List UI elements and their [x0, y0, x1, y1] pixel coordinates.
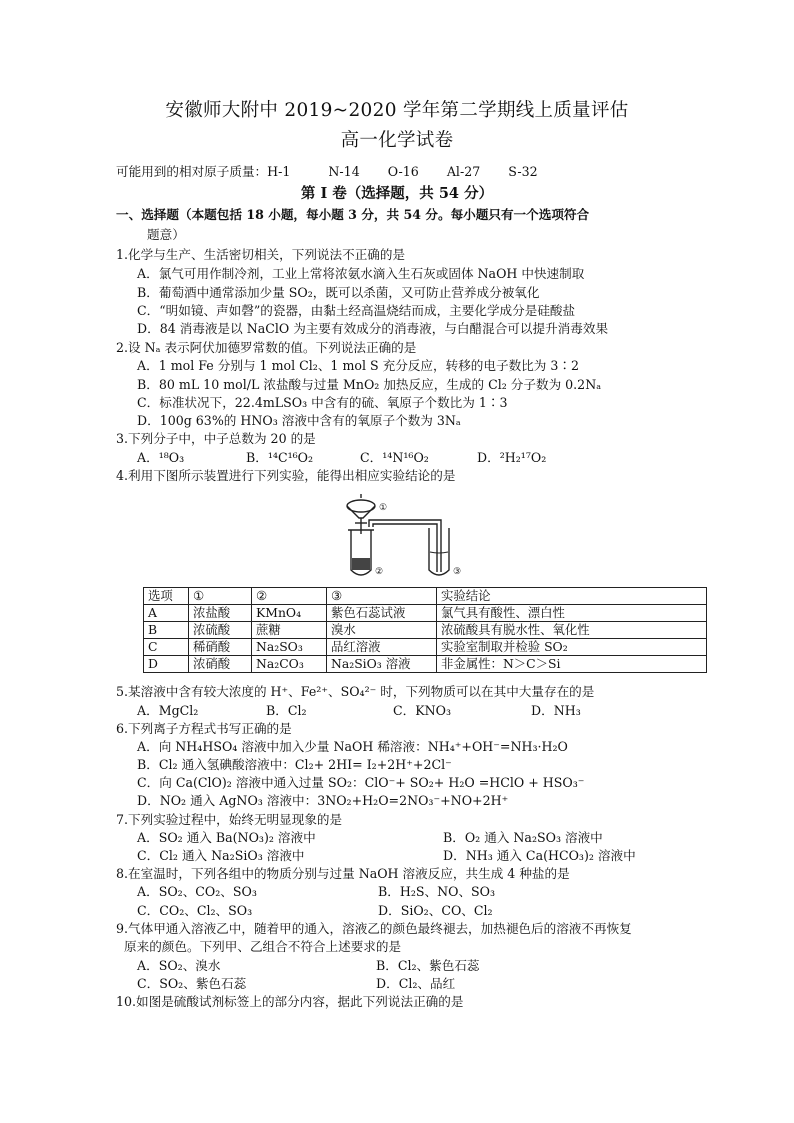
q5-options: [137, 702, 581, 720]
q9-option-c: C．SO₂、紫色石蕊: [137, 976, 247, 991]
table-header-cell: 选项: [144, 588, 189, 605]
table-cell: 非金属性：N＞C＞Si: [437, 656, 707, 673]
section1-heading: 一、选择题（本题包括 18 小题，每小题 3 分，共 54 分。每小题只有一个选项符合: [116, 207, 590, 222]
q7-option-b: B．O₂ 通入 Na₂SO₃ 溶液中: [443, 830, 603, 845]
q9-option-a: A．SO₂、溴水: [137, 958, 221, 973]
label-2: ②: [375, 567, 384, 577]
label-3: ③: [453, 567, 462, 577]
mass-o: O-16: [387, 164, 419, 179]
q9-stem: 9.气体甲通入溶液乙中，随着甲的通入，溶液乙的颜色最终褪去，加热褪色后的溶液不再恢复: [116, 921, 632, 936]
table-cell: KMnO₄: [252, 605, 327, 622]
exam-subtitle: 高一化学试卷: [340, 130, 454, 151]
exam-title: 安徽师大附中 2019~2020 学年第二学期线上质量评估: [165, 100, 629, 121]
q10-stem: 10.如图是硫酸试剂标签上的部分内容，据此下列说法正确的是: [116, 994, 464, 1009]
q6-option-b: B．Cl₂ 通入氢碘酸溶液中：Cl₂+ 2HI= I₂+2H⁺+2Cl⁻: [137, 757, 452, 772]
q6-option-c: C．向 Ca(ClO)₂ 溶液中通入过量 SO₂：ClO⁻+ SO₂+ H₂O =HClO + HSO₃⁻: [137, 775, 585, 790]
q5-option-a: A．MgCl₂: [137, 703, 199, 718]
section1-heading-cont: 题意）: [147, 227, 185, 242]
table-row: [144, 639, 707, 656]
q3-options: [137, 449, 546, 467]
table-cell: 浓硫酸具有脱水性、氧化性: [437, 622, 707, 639]
q4-table: [143, 587, 707, 673]
q4-stem: 4.利用下图所示装置进行下列实验，能得出相应实验结论的是: [116, 468, 456, 483]
mass-al: Al-27: [446, 164, 481, 179]
q2-option-c: C．标准状况下，22.4mLSO₃ 中含有的硫、氧原子个数比为 1∶3: [137, 395, 508, 410]
q1-option-b: B．葡萄酒中通常添加少量 SO₂，既可以杀菌，又可防止营养成分被氧化: [137, 285, 540, 300]
part1-title: 第 I 卷（选择题，共 54 分）: [300, 185, 494, 202]
table-cell: D: [144, 656, 189, 673]
q1-stem: 1.化学与生产、生活密切相关，下列说法不正确的是: [116, 247, 406, 262]
table-cell: C: [144, 639, 189, 656]
table-header-row: [144, 588, 707, 605]
table-cell: A: [144, 605, 189, 622]
table-cell: Na₂SiO₃ 溶液: [327, 656, 437, 673]
q2-stem: 2.设 Nₐ 表示阿伏加德罗常数的值。下列说法正确的是: [116, 340, 417, 355]
table-cell: 溴水: [327, 622, 437, 639]
q8-stem: 8.在室温时，下列各组中的物质分别与过量 NaOH 溶液反应，共生成 4 种盐的是: [116, 866, 570, 881]
table-header-cell: ③: [327, 588, 437, 605]
atomic-masses: [116, 163, 538, 181]
q5-option-d: D．NH₃: [531, 703, 581, 718]
table-cell: 蔗糖: [252, 622, 327, 639]
q8-option-a: A．SO₂、CO₂、SO₃: [137, 884, 257, 899]
table-cell: 品红溶液: [327, 639, 437, 656]
delivery-tube: [369, 520, 441, 572]
q6-option-a: A．向 NH₄HSO₄ 溶液中加入少量 NaOH 稀溶液：NH₄⁺+OH⁻=NH₃·H₂O: [137, 739, 568, 754]
q5-option-c: C．KNO₃: [393, 703, 452, 718]
q1-option-d: D．84 消毒液是以 NaClO 为主要有效成分的消毒液，与白醋混合可以提升消毒效果: [137, 321, 609, 336]
mass-s: S-32: [508, 164, 538, 179]
right-test-tube: [429, 528, 449, 575]
right-liquid-surface: [430, 552, 448, 553]
q3-option-d: D．²H₂¹⁷O₂: [477, 450, 547, 465]
table-cell: 紫色石蕊试液: [327, 605, 437, 622]
q1-option-c: C．“明如镜、声如磬”的瓷器，由黏土经高温烧结而成，主要化学成分是硅酸盐: [137, 303, 576, 318]
table-cell: 实验室制取并检验 SO₂: [437, 639, 707, 656]
apparatus-figure: [333, 490, 473, 582]
q8-option-d: D．SiO₂、CO、Cl₂: [378, 903, 493, 918]
table-cell: B: [144, 622, 189, 639]
atomic-masses-label: 可能用到的相对原子质量：: [116, 164, 268, 179]
table-header-cell: ②: [252, 588, 327, 605]
table-row: [144, 656, 707, 673]
q7-option-c: C．Cl₂ 通入 Na₂SiO₃ 溶液中: [137, 848, 305, 863]
q6-option-d: D．NO₂ 通入 AgNO₃ 溶液中：3NO₂+H₂O=2NO₃⁻+NO+2H⁺: [137, 793, 509, 808]
q9-option-b: B．Cl₂、紫色石蕊: [376, 958, 480, 973]
mass-n: N-14: [328, 164, 360, 179]
q2-option-a: A．1 mol Fe 分别与 1 mol Cl₂、1 mol S 充分反应，转移的电子数比为 3∶2: [137, 358, 579, 373]
q1-option-a: A．氯气可用作制冷剂，工业上常将浓氨水滴入生石灰或固体 NaOH 中快速制取: [137, 266, 585, 281]
table-row: [144, 622, 707, 639]
table-row: [144, 605, 707, 622]
table-cell: 浓硫酸: [189, 622, 252, 639]
mass-h: H-1: [267, 164, 291, 179]
q3-option-b: B．¹⁴C¹⁶O₂: [246, 450, 314, 465]
label-1: ①: [379, 503, 388, 513]
q8-option-c: C．CO₂、Cl₂、SO₃: [137, 903, 253, 918]
delivery-tube-inner: [373, 524, 437, 572]
q2-option-b: B．80 mL 10 mol/L 浓盐酸与过量 MnO₂ 加热反应，生成的 Cl₂ 分子数为 0.2Nₐ: [137, 377, 602, 392]
table-cell: 浓硝酸: [189, 656, 252, 673]
q7-stem: 7.下列实验过程中，始终无明显现象的是: [116, 812, 343, 827]
q9-option-d: D．Cl₂、品红: [376, 976, 456, 991]
table-header-cell: ①: [189, 588, 252, 605]
q7-option-d: D．NH₃ 通入 Ca(HCO₃)₂ 溶液中: [443, 848, 636, 863]
q3-stem: 3.下列分子中，中子总数为 20 的是: [116, 431, 316, 446]
table-cell: Na₂SO₃: [252, 639, 327, 656]
table-header-cell: 实验结论: [437, 588, 707, 605]
q7-option-a: A．SO₂ 通入 Ba(NO₃)₂ 溶液中: [137, 830, 316, 845]
table-cell: 浓盐酸: [189, 605, 252, 622]
q8-option-b: B．H₂S、NO、SO₃: [378, 884, 496, 899]
q3-option-c: C．¹⁴N¹⁶O₂: [360, 450, 429, 465]
q3-option-a: A．¹⁸O₃: [137, 450, 185, 465]
q6-stem: 6.下列离子方程式书写正确的是: [116, 721, 292, 736]
table-cell: 氯气具有酸性、漂白性: [437, 605, 707, 622]
table-cell: 稀硝酸: [189, 639, 252, 656]
left-solid: [352, 558, 370, 570]
table-cell: Na₂CO₃: [252, 656, 327, 673]
q5-option-b: B．Cl₂: [266, 703, 307, 718]
q2-option-d: D．100g 63%的 HNO₃ 溶液中含有的氧原子个数为 3Nₐ: [137, 413, 461, 428]
q5-stem: 5.某溶液中含有较大浓度的 H⁺、Fe²⁺、SO₄²⁻ 时，下列物质可以在其中大量存在的是: [116, 684, 595, 699]
q9-stem-cont: 原来的颜色。下列甲、乙组合不符合上述要求的是: [124, 939, 402, 954]
